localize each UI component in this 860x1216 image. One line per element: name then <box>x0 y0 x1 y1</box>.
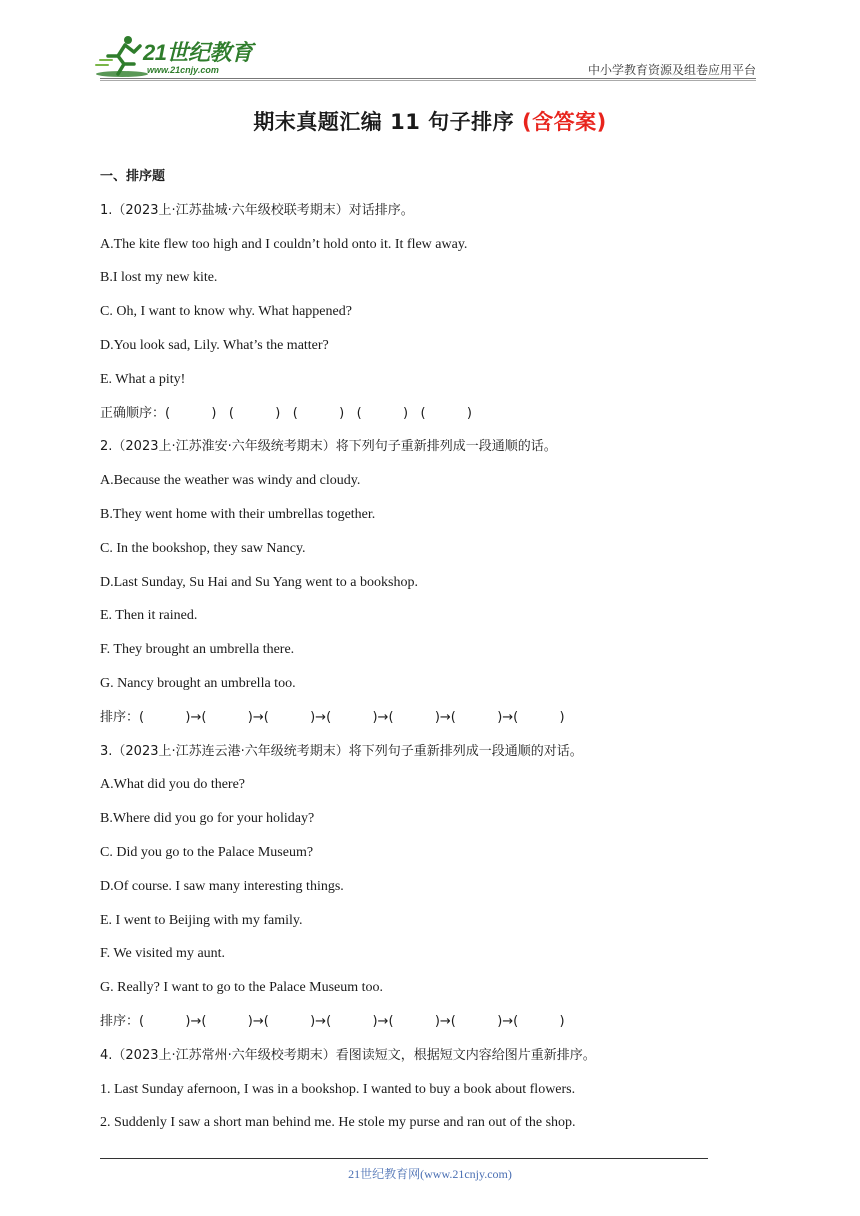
document-line: 2.（2023上·江苏淮安·六年级统考期末）将下列句子重新排列成一段通顺的话。 <box>100 439 557 455</box>
document-line: E. Then it rained. <box>100 608 198 624</box>
document-line: G. Nancy brought an umbrella too. <box>100 675 296 691</box>
document-line: A.What did you do there? <box>100 777 246 793</box>
document-line: 1.（2023上·江苏盐城·六年级校联考期末）对话排序。 <box>100 202 414 218</box>
document-line: A.Because the weather was windy and cloudy. <box>100 473 361 489</box>
document-line: 4.（2023上·江苏常州·六年级校考期末）看图读短文，根据短文内容给图片重新排序。 <box>100 1047 596 1063</box>
document-line: F. They brought an umbrella there. <box>100 642 295 658</box>
document-line: B.Where did you go for your holiday? <box>100 811 315 827</box>
header-divider-secondary <box>100 80 756 81</box>
page-title <box>0 106 860 136</box>
document-line: B.I lost my new kite. <box>100 270 218 286</box>
document-line: 正确顺序：( ) ( ) ( ) ( ) ( ) <box>100 405 472 421</box>
document-line: D.You look sad, Lily. What’s the matter? <box>100 337 329 353</box>
document-line: E. What a pity! <box>100 371 186 387</box>
document-line: 排序：( )→( )→( )→( )→( )→( )→( ) <box>100 1013 565 1029</box>
title-answer-note: (含答案) <box>521 110 607 134</box>
question-lines <box>100 200 760 1146</box>
header-divider <box>100 78 756 79</box>
document-body <box>100 166 760 1146</box>
title-main: 期末真题汇编 11 句子排序 <box>253 110 515 134</box>
document-line: E. I went to Beijing with my family. <box>100 912 303 928</box>
document-line: C. Did you go to the Palace Museum? <box>100 844 314 860</box>
document-line: C. Oh, I want to know why. What happened? <box>100 304 352 320</box>
logo-text: 21世纪教育 <box>143 40 253 65</box>
document-line: 排序：( )→( )→( )→( )→( )→( )→( ) <box>100 709 565 725</box>
footer-divider <box>100 1158 708 1159</box>
logo-url: www.21cnjy.com <box>147 65 219 75</box>
document-line: 3.（2023上·江苏连云港·六年级统考期末）将下列句子重新排列成一段通顺的对话。 <box>100 743 583 759</box>
document-line: D.Last Sunday, Su Hai and Su Yang went to a bookshop. <box>100 574 418 590</box>
document-line: 2. Suddenly I saw a short man behind me. He stole my purse and ran out of the shop. <box>100 1115 576 1131</box>
document-line: B.They went home with their umbrellas together. <box>100 506 376 522</box>
document-line: G. Really? I want to go to the Palace Museum too. <box>100 980 384 996</box>
header-platform-text: 中小学教育资源及组卷应用平台 <box>587 63 756 77</box>
document-line: 1. Last Sunday afernoon, I was in a bookshop. I wanted to buy a book about flowers. <box>100 1081 576 1097</box>
document-line: F. We visited my aunt. <box>100 946 226 962</box>
page-header <box>0 0 860 80</box>
footer-text: 21世纪教育网(www.21cnjy.com) <box>348 1167 512 1181</box>
section-title: 一、排序题 <box>100 169 166 184</box>
document-line: C. In the bookshop, they saw Nancy. <box>100 540 306 556</box>
document-line: A.The kite flew too high and I couldn’t hold onto it. It flew away. <box>100 236 468 252</box>
document-line: D.Of course. I saw many interesting things. <box>100 878 344 894</box>
